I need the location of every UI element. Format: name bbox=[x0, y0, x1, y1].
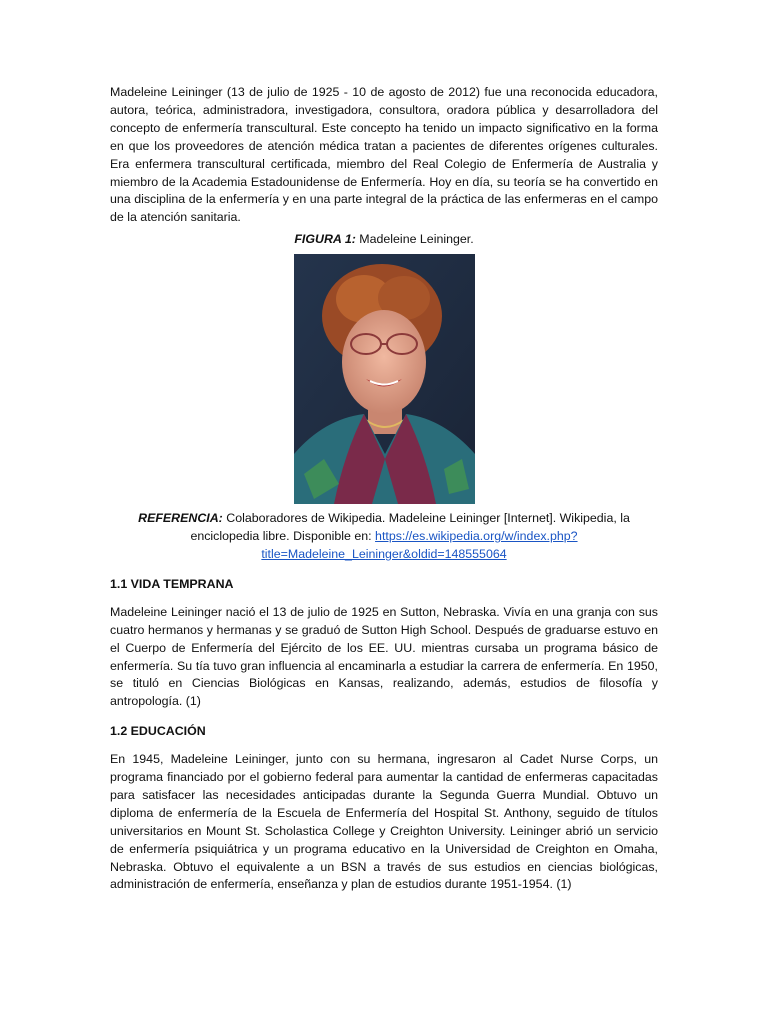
reference-text-line2: enciclopedia libre. Disponible en: bbox=[190, 529, 372, 544]
figure-label: FIGURA 1: bbox=[294, 232, 356, 247]
reference-block bbox=[110, 510, 658, 564]
reference-label: REFERENCIA: bbox=[138, 511, 223, 526]
intro-paragraph: Madeleine Leininger (13 de julio de 1925 - 10 de agosto de 2012) fue una reconocida educadora, autora, teórica, administradora, investigadora, consultora, oradora pública y desarrolladora del concepto de enfermería transcultural. Este concepto ha tenido un impacto significativo en la forma en que los proveedores de atención médica tratan a pacientes de diferentes orígenes culturales. Era enfermera transcultural certificada, miembro del Real Colegio de Enfermería de Australia y miembro de la Academia Estadounidense de Enfermería. Hoy en día, su teoría se ha convertido en una disciplina de la enfermería y en una parte integral de la práctica de las enfermeras en el campo de la atención sanitaria. bbox=[110, 85, 658, 225]
section-body-vida-temprana: Madeleine Leininger nació el 13 de julio de 1925 en Sutton, Nebraska. Vivía en una granja con sus cuatro hermanos y hermanas y se graduó de Sutton High School. Después de graduarse estuvo en el Cuerpo de Enfermería del Ejército de los EE. UU. mientras cursaba un programa básico de enfermería. Su tía tuvo gran influencia al encaminarla a estudiar la carrera de enfermería. En 1950, se tituló en Ciencias Biológicas en Kansas, realizando, además, estudios de filosofía y antropología. (1) bbox=[110, 604, 658, 709]
figure-photo-container bbox=[110, 254, 658, 504]
section-body-educacion: En 1945, Madeleine Leininger, junto con su hermana, ingresaron al Cadet Nurse Corps, un programa financiado por el gobierno federal para aumentar la cantidad de enfermeras capacitadas para satisfacer las necesidades anticipadas durante la Segunda Guerra Mundial. Obtuvo un diploma de enfermería de la Escuela de Enfermería del Hospital St. Anthony, seguido de títulos universitarios en Mount St. Scholastica College y Creighton University. Leininger abrió un servicio de enfermería psiquiátrica y un programa educativo en la Universidad de Creighton en Omaha, Nebraska. Obtuvo el equivalente a un BSN a través de sus estudios en ciencias biológicas, administración de enfermería, enseñanza y plan de estudios durante 1951-1954. (1) bbox=[110, 752, 658, 892]
reference-link-line1[interactable]: https://es.wikipedia.org/w/index.php? bbox=[375, 529, 578, 544]
section-heading-vida-temprana: 1.1 VIDA TEMPRANA bbox=[110, 576, 234, 591]
document-page bbox=[110, 84, 658, 894]
portrait-photo bbox=[294, 254, 475, 504]
figure-caption-text: Madeleine Leininger. bbox=[359, 232, 474, 247]
section-heading-educacion: 1.2 EDUCACIÓN bbox=[110, 724, 206, 739]
reference-link-line2[interactable]: title=Madeleine_Leininger&oldid=148555064 bbox=[261, 546, 507, 561]
reference-text-line1: Colaboradores de Wikipedia. Madeleine Leininger [Internet]. Wikipedia, la bbox=[226, 511, 630, 526]
figure-caption bbox=[110, 231, 658, 249]
